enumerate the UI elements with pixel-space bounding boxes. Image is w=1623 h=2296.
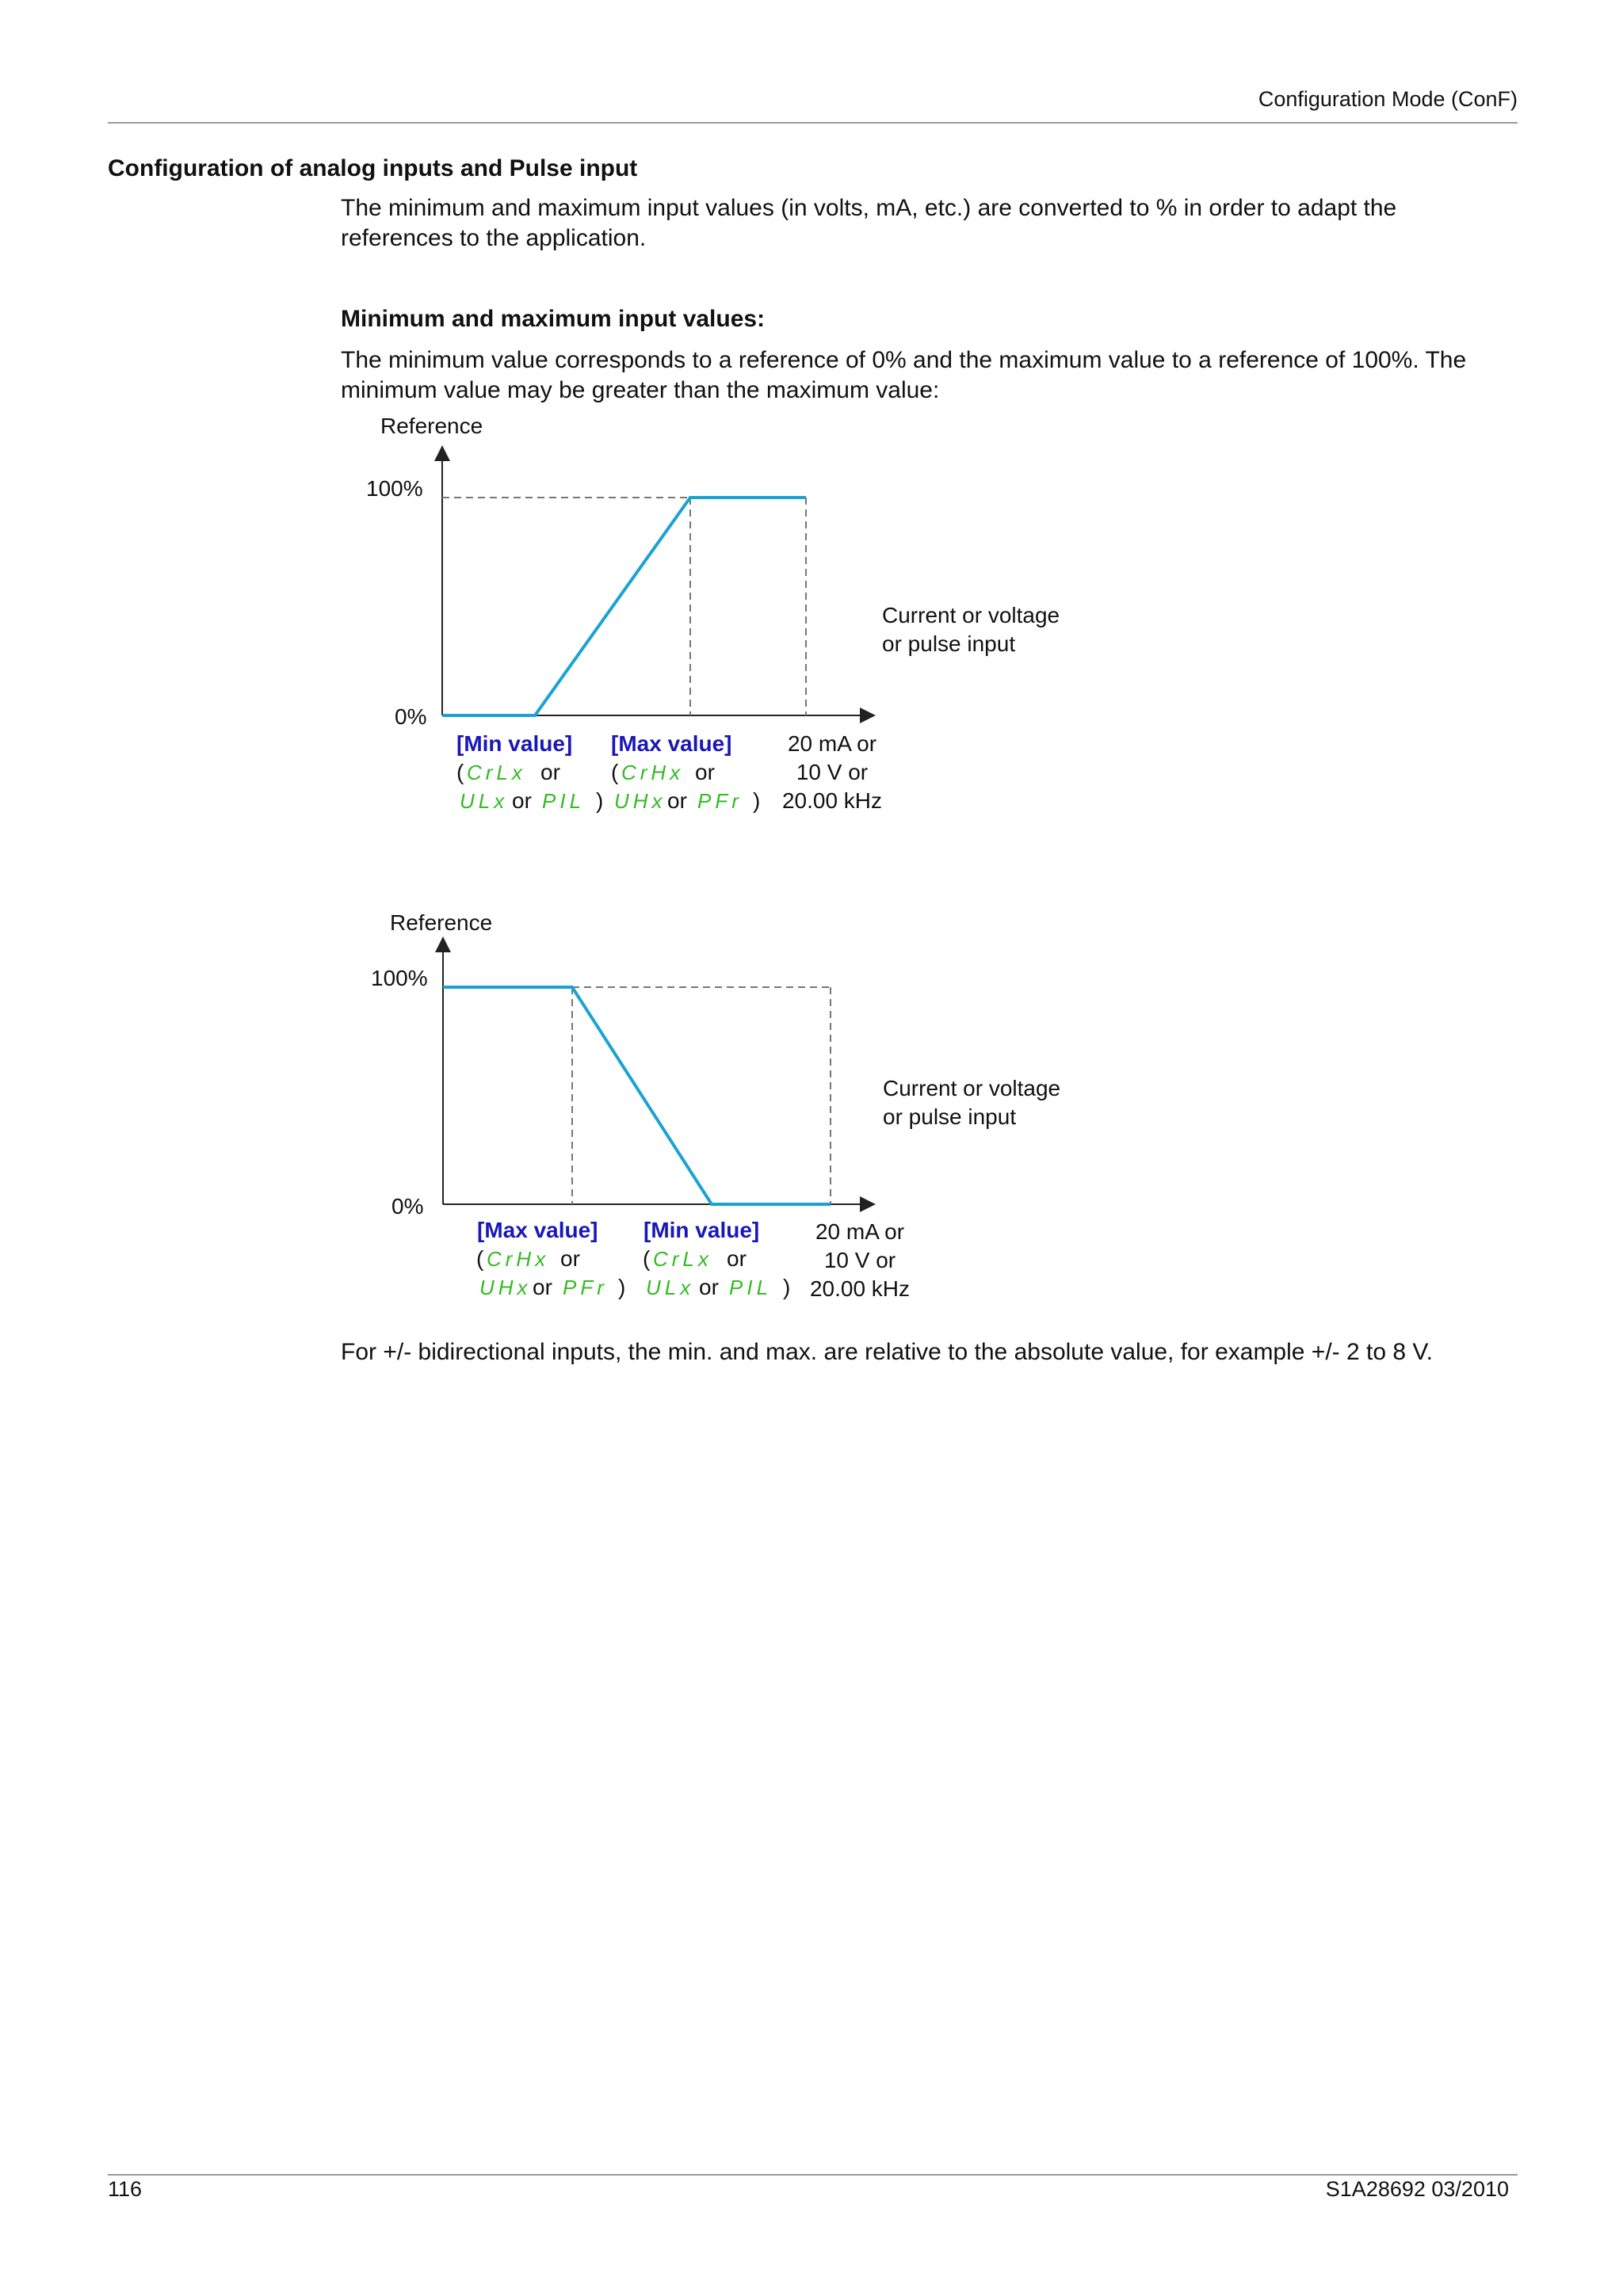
svg-text:): )	[618, 1275, 626, 1299]
y-tick-100: 100%	[366, 476, 423, 501]
svg-text:): )	[783, 1275, 791, 1299]
section-title: Configuration of analog inputs and Pulse input	[108, 155, 638, 181]
display-code: PIL	[729, 1276, 773, 1299]
y-axis-label: Reference	[380, 414, 483, 438]
svg-text:20.00 kHz: 20.00 kHz	[781, 788, 883, 813]
svg-text:or: or	[533, 1275, 552, 1299]
page-number: 116	[108, 2177, 143, 2201]
display-code: CrLx	[653, 1247, 712, 1271]
reference-curve	[442, 498, 806, 715]
diagram-increasing	[366, 414, 1060, 813]
param-name: [Max value]	[477, 1218, 598, 1242]
svg-text:(: (	[643, 1246, 651, 1271]
label-max-value	[476, 1218, 625, 1299]
svg-text:): )	[596, 788, 604, 813]
diagram-decreasing	[371, 910, 1060, 1301]
svg-text:20 mA or: 20 mA or	[815, 1219, 905, 1244]
svg-text:or: or	[667, 788, 687, 813]
display-code: PFr	[563, 1276, 608, 1299]
intro-paragraph: The minimum and maximum input values (in volts, mA, etc.) are converted to % in order to adapt the references to the application.	[341, 195, 1397, 251]
x-axis-label-line2: or pulse input	[883, 1104, 1017, 1129]
svg-text:or: or	[512, 788, 532, 813]
svg-text:(: (	[456, 760, 464, 784]
svg-text:10 V or: 10 V or	[796, 760, 869, 784]
display-code: PFr	[697, 789, 743, 813]
svg-text:20.00 kHz: 20.00 kHz	[809, 1276, 911, 1301]
running-header: Configuration Mode (ConF)	[1258, 87, 1518, 111]
svg-text:(: (	[476, 1246, 484, 1271]
footer-rule	[108, 2174, 1518, 2176]
svg-text:or: or	[695, 760, 715, 784]
x-axis-label-line1: Current or voltage	[882, 603, 1060, 627]
svg-text:): )	[753, 788, 761, 813]
reference-curve	[443, 987, 831, 1204]
display-code: UHx	[479, 1276, 532, 1299]
display-code: PIL	[542, 789, 586, 813]
svg-text:or: or	[699, 1275, 719, 1299]
y-tick-0: 0%	[391, 1194, 424, 1219]
display-code: CrHx	[621, 761, 685, 784]
svg-text:10 V or: 10 V or	[823, 1248, 896, 1272]
x-axis-label-line2: or pulse input	[882, 631, 1016, 656]
svg-text:or: or	[727, 1246, 747, 1271]
display-code: UHx	[614, 789, 666, 813]
svg-text:or: or	[540, 760, 560, 784]
display-code: CrHx	[487, 1247, 550, 1271]
param-name: [Min value]	[456, 731, 573, 756]
display-code: CrLx	[467, 761, 526, 784]
param-name: [Max value]	[611, 731, 732, 756]
document-reference: S1A28692 03/2010	[1325, 2177, 1509, 2201]
y-tick-100: 100%	[371, 966, 428, 990]
label-full-scale	[810, 1219, 910, 1301]
y-axis-label: Reference	[390, 910, 493, 935]
label-min-value	[456, 731, 603, 813]
label-max-value	[611, 731, 760, 813]
subsection-title: Minimum and maximum input values:	[341, 306, 766, 332]
param-name: [Min value]	[643, 1218, 760, 1242]
subsection-paragraph: The minimum value corresponds to a reference of 0% and the maximum value to a reference of 100%. The minimum value may be greater than the maximum value:	[341, 347, 1467, 403]
label-min-value	[643, 1218, 790, 1299]
label-full-scale	[782, 731, 882, 813]
svg-text:or: or	[560, 1246, 580, 1271]
display-code: ULx	[646, 1276, 695, 1299]
svg-text:20 mA or: 20 mA or	[787, 731, 877, 756]
x-axis-label-line1: Current or voltage	[883, 1076, 1061, 1100]
svg-text:(: (	[611, 760, 619, 784]
y-tick-0: 0%	[395, 704, 427, 729]
closing-paragraph: For +/- bidirectional inputs, the min. and max. are relative to the absolute value, for example +/- 2 to 8 V.	[341, 1339, 1433, 1365]
display-code: ULx	[460, 789, 509, 813]
